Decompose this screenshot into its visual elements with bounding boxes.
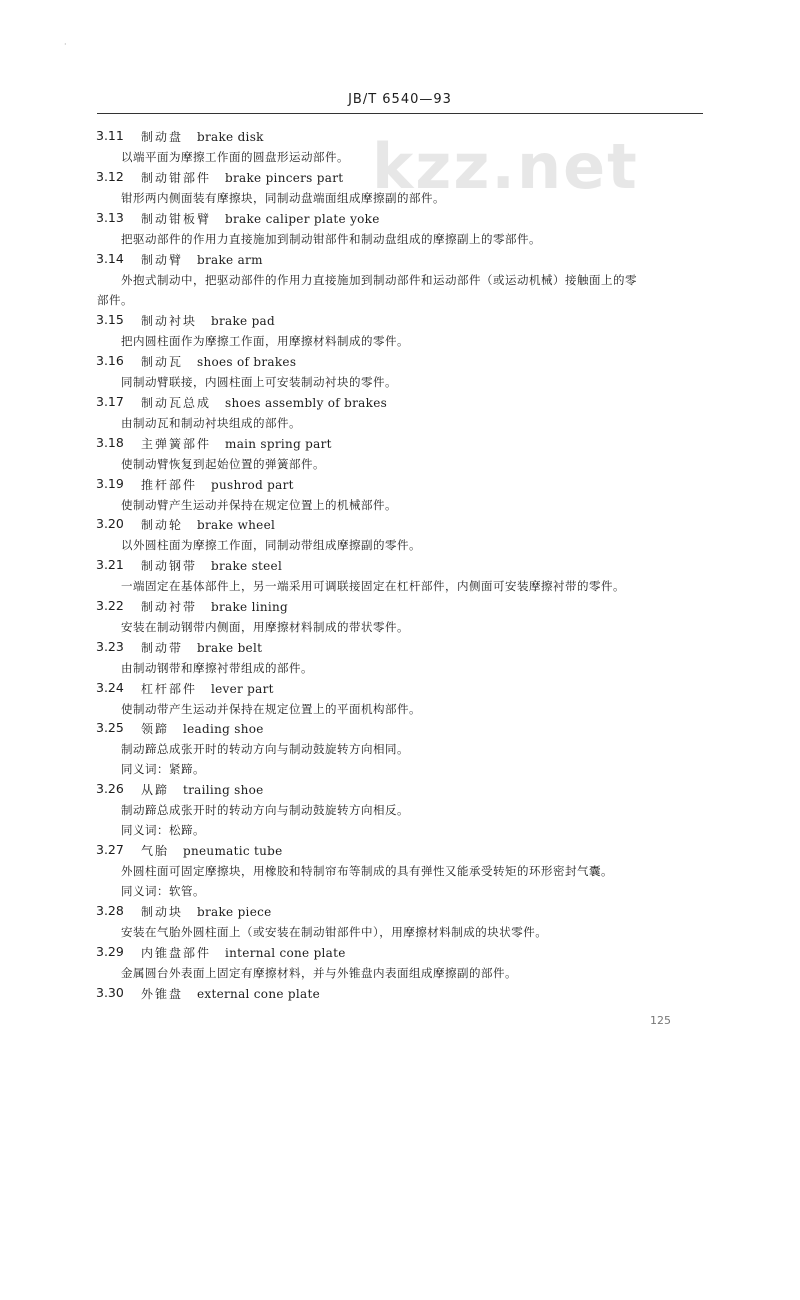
entry-definition: 钳形两内侧面装有摩擦块，同制动盘端面组成摩擦副的部件。	[121, 191, 445, 205]
entry-definition: 同制动臂联接，内圆柱面上可安装制动衬块的零件。	[121, 375, 397, 389]
entry-term-zh: 制动钳部件	[141, 171, 212, 185]
entry-definition: 使制动臂产生运动并保持在规定位置上的机械部件。	[121, 498, 397, 512]
entry-term	[141, 353, 296, 370]
entry-definition: 把内圆柱面作为摩擦工作面，用摩擦材料制成的零件。	[121, 334, 409, 348]
entry-term	[141, 903, 272, 920]
entry-definition: 金属圆台外表面上固定有摩擦材料，并与外锥盘内表面组成摩擦副的部件。	[121, 966, 517, 980]
entry-term	[141, 435, 332, 452]
entry-term	[141, 639, 262, 656]
entry-number: 3.15	[96, 312, 124, 327]
entry-definition: 使制动臂恢复到起始位置的弹簧部件。	[121, 457, 325, 471]
entry-definition: 以端平面为摩擦工作面的圆盘形运动部件。	[121, 150, 349, 164]
entry-term-en: brake disk	[197, 130, 264, 144]
entry-term-en: brake pincers part	[225, 171, 344, 185]
entry-term-en: brake arm	[197, 253, 263, 267]
entry-term	[141, 128, 264, 145]
entry-term-en: brake pad	[211, 314, 275, 328]
entry-term	[141, 598, 288, 615]
entry-definition: 安装在制动钢带内侧面，用摩擦材料制成的带状零件。	[121, 620, 409, 634]
entry-term-zh: 制动衬块	[141, 314, 198, 328]
entry-number: 3.11	[96, 128, 124, 143]
entry-definition: 制动蹄总成张开时的转动方向与制动鼓旋转方向相同。	[121, 742, 409, 756]
entry-synonym: 同义词：软管。	[121, 884, 205, 898]
entry-term	[141, 985, 320, 1002]
entry-definition: 使制动带产生运动并保持在规定位置上的平面机构部件。	[121, 702, 421, 716]
entry-term-zh: 制动轮	[141, 518, 184, 532]
entry-term-zh: 制动瓦总成	[141, 396, 212, 410]
entry-number: 3.12	[96, 169, 124, 184]
entry-term-zh: 从蹄	[141, 783, 170, 797]
entry-number: 3.17	[96, 394, 124, 409]
entry-term-zh: 制动盘	[141, 130, 184, 144]
entry-number: 3.27	[96, 842, 124, 857]
entry-number: 3.26	[96, 781, 124, 796]
entry-number: 3.21	[96, 557, 124, 572]
entry-definition-continued: 部件。	[97, 293, 133, 307]
entry-number: 3.22	[96, 598, 124, 613]
entry-definition: 由制动瓦和制动衬块组成的部件。	[121, 416, 301, 430]
entry-number: 3.20	[96, 516, 124, 531]
scan-speck: ·	[64, 40, 67, 49]
entry-term-en: shoes of brakes	[197, 355, 297, 369]
entry-term-zh: 制动带	[141, 641, 184, 655]
entry-term	[141, 476, 294, 493]
entry-term-en: shoes assembly of brakes	[225, 396, 388, 410]
page-number: 125	[650, 1014, 671, 1027]
entry-term-zh: 制动臂	[141, 253, 184, 267]
entry-definition: 安装在气胎外圆柱面上（或安装在制动钳部件中），用摩擦材料制成的块状零件。	[121, 925, 548, 939]
entry-term-en: main spring part	[225, 437, 332, 451]
entry-number: 3.19	[96, 476, 124, 491]
entry-term	[141, 516, 275, 533]
entry-definition: 外抱式制动中，把驱动部件的作用力直接施加到制动部件和运动部件（或运动机械）接触面上的零	[121, 273, 637, 287]
entry-term-en: brake lining	[211, 600, 289, 614]
entry-term-zh: 内锥盘部件	[141, 946, 212, 960]
entry-synonym: 同义词：紧蹄。	[121, 762, 205, 776]
standard-header: JB/T 6540—93	[348, 92, 452, 107]
entry-term	[141, 944, 346, 961]
watermark: kzz.net	[372, 130, 639, 203]
header-rule	[97, 113, 703, 114]
entry-definition: 一端固定在基体部件上，另一端采用可调联接固定在杠杆部件，内侧面可安装摩擦衬带的零件。	[121, 579, 625, 593]
entry-term-zh: 气胎	[141, 844, 170, 858]
entry-term-zh: 制动衬带	[141, 600, 198, 614]
entry-term-zh: 制动块	[141, 905, 184, 919]
entry-number: 3.25	[96, 720, 124, 735]
entry-number: 3.28	[96, 903, 124, 918]
entry-term-zh: 制动瓦	[141, 355, 184, 369]
entry-definition: 外圆柱面可固定摩擦块，用橡胶和特制帘布等制成的具有弹性又能承受转矩的环形密封气囊。	[121, 864, 613, 878]
entry-term	[141, 720, 264, 737]
entry-definition: 制动蹄总成张开时的转动方向与制动鼓旋转方向相反。	[121, 803, 409, 817]
entry-term-en: brake wheel	[197, 518, 276, 532]
entry-definition: 把驱动部件的作用力直接施加到制动钳部件和制动盘组成的摩擦副上的零部件。	[121, 232, 541, 246]
entry-term-zh: 制动钳板臂	[141, 212, 212, 226]
entry-definition: 由制动钢带和摩擦衬带组成的部件。	[121, 661, 313, 675]
entry-term-en: brake piece	[197, 905, 272, 919]
entry-term	[141, 169, 343, 186]
entry-term-en: brake belt	[197, 641, 263, 655]
entry-term	[141, 557, 282, 574]
entry-term	[141, 394, 387, 411]
entry-term-en: leading shoe	[183, 722, 264, 736]
entry-term-zh: 推杆部件	[141, 478, 198, 492]
entry-term-en: lever part	[211, 682, 274, 696]
entry-term	[141, 312, 275, 329]
entry-term	[141, 781, 264, 798]
entry-term-en: internal cone plate	[225, 946, 346, 960]
entry-term-zh: 制动钢带	[141, 559, 198, 573]
entry-term-en: brake caliper plate yoke	[225, 212, 380, 226]
entry-number: 3.23	[96, 639, 124, 654]
entry-number: 3.18	[96, 435, 124, 450]
entry-number: 3.24	[96, 680, 124, 695]
entry-term-en: pushrod part	[211, 478, 294, 492]
entry-number: 3.13	[96, 210, 124, 225]
entry-term	[141, 680, 274, 697]
entry-term-zh: 杠杆部件	[141, 682, 198, 696]
entry-term-en: brake steel	[211, 559, 283, 573]
entry-term-en: trailing shoe	[183, 783, 264, 797]
entry-number: 3.16	[96, 353, 124, 368]
entry-synonym: 同义词：松蹄。	[121, 823, 205, 837]
entry-term	[141, 251, 263, 268]
entry-number: 3.14	[96, 251, 124, 266]
entry-definition: 以外圆柱面为摩擦工作面，同制动带组成摩擦副的零件。	[121, 538, 421, 552]
entry-term-zh: 外锥盘	[141, 987, 184, 1001]
entry-term	[141, 842, 283, 859]
entry-term	[141, 210, 380, 227]
entry-term-en: pneumatic tube	[183, 844, 283, 858]
entry-number: 3.30	[96, 985, 124, 1000]
entry-number: 3.29	[96, 944, 124, 959]
entry-term-en: external cone plate	[197, 987, 320, 1001]
entry-term-zh: 主弹簧部件	[141, 437, 212, 451]
entry-term-zh: 领蹄	[141, 722, 170, 736]
